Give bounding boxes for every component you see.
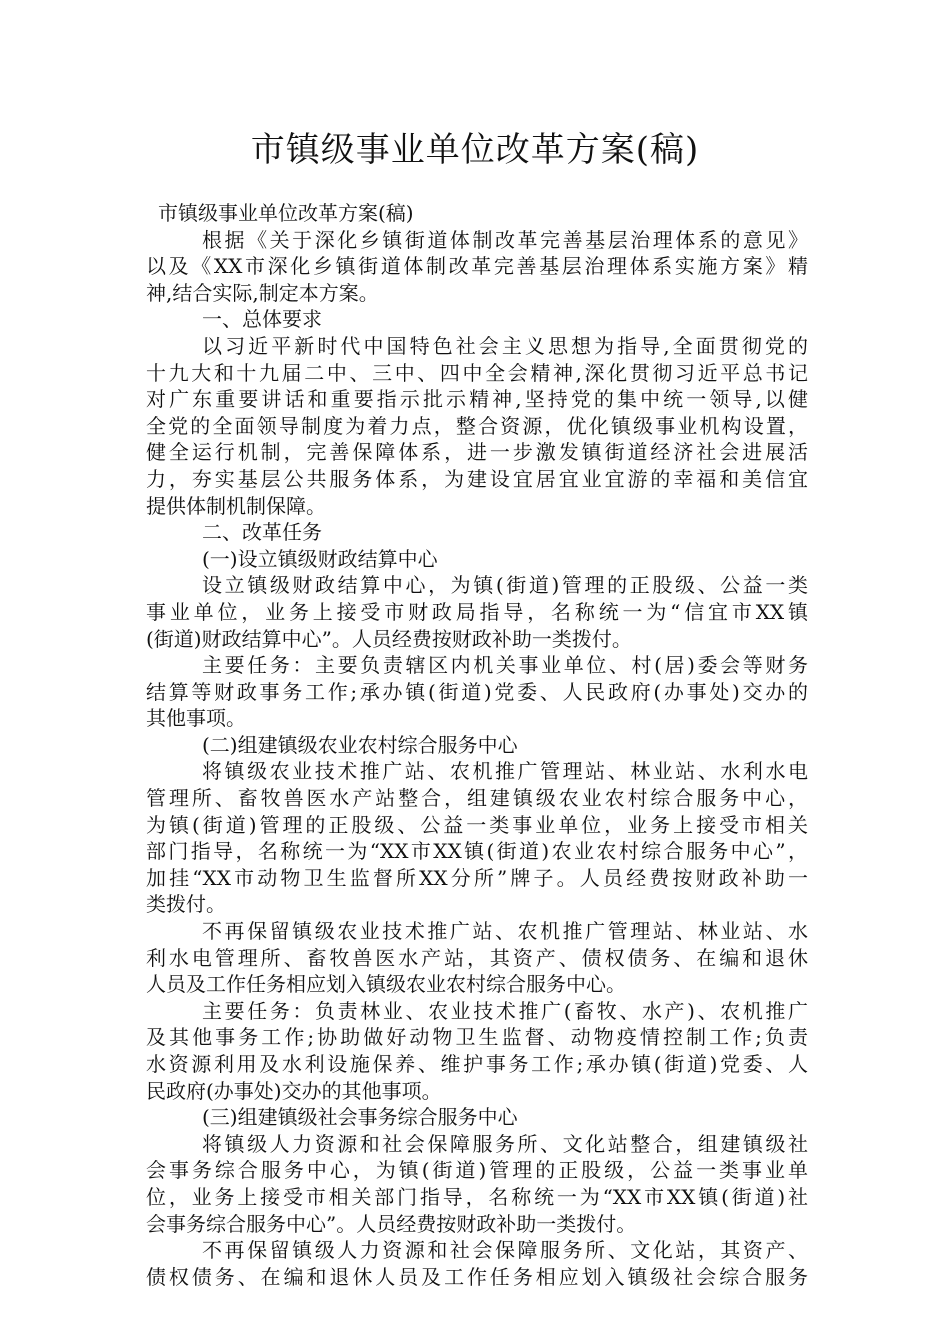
text-line: 结算等财政事务工作;承办镇(街道)党委、人民政府(办事处)交办的 — [146, 679, 808, 704]
text-line: 债权债务、在编和退休人员及工作任务相应划入镇级社会综合服务 — [146, 1264, 808, 1289]
text-line: 不再保留镇级人力资源和社会保障服务所、文化站，其资产、 — [202, 1238, 808, 1263]
subtitle-line: 市镇级事业单位改革方案(稿) — [158, 201, 414, 225]
text-line: 以习近平新时代中国特色社会主义思想为指导,全面贯彻党的 — [202, 333, 808, 358]
text-line: 提供体制机制保障。 — [146, 493, 326, 518]
subsection-heading: (一)设立镇级财政结算中心 — [202, 546, 438, 571]
text-line: 将镇级人力资源和社会保障服务所、文化站整合，组建镇级社 — [202, 1131, 808, 1156]
document-title: 市镇级事业单位改革方案(稿) — [250, 130, 700, 170]
text-line: 设立镇级财政结算中心，为镇(街道)管理的正股级、公益一类 — [202, 573, 808, 598]
text-line: 对广东重要讲话和重要指示批示精神,坚持党的集中统一领导,以健 — [146, 387, 808, 412]
text-line: 人员及工作任务相应划入镇级农业农村综合服务中心。 — [146, 972, 626, 997]
text-line: 部门指导，名称统一为“XX市XX镇(街道)农业农村综合服务中心”， — [146, 839, 808, 864]
text-line: 位，业务上接受市相关部门指导，名称统一为“XX市XX镇(街道)社 — [146, 1184, 808, 1209]
text-line: 主要任务：主要负责辖区内机关事业单位、村(居)委会等财务 — [202, 653, 808, 678]
text-line: 力，夯实基层公共服务体系，为建设宜居宜业宜游的幸福和美信宜 — [146, 466, 808, 491]
section-heading: 一、总体要求 — [202, 307, 322, 332]
text-line: 以及《XX市深化乡镇街道体制改革完善基层治理体系实施方案》精 — [146, 254, 808, 279]
text-line: 健全运行机制，完善保障体系，进一步激发镇街道经济社会进展活 — [146, 440, 808, 465]
text-line: 根据《关于深化乡镇街道体制改革完善基层治理体系的意见》 — [202, 227, 808, 252]
document-body — [146, 200, 808, 1290]
subsection-heading: (三)组建镇级社会事务综合服务中心 — [202, 1105, 518, 1130]
text-line: 神,结合实际,制定本方案。 — [146, 280, 379, 305]
subsection-heading: (二)组建镇级农业农村综合服务中心 — [202, 732, 518, 757]
text-line: 会事务综合服务中心”。人员经费按财政补助一类拨付。 — [146, 1211, 637, 1236]
text-line: 加挂“XX市动物卫生监督所XX分所”牌子。人员经费按财政补助一 — [146, 865, 808, 890]
text-line: 将镇级农业技术推广站、农机推广管理站、林业站、水利水电 — [202, 759, 808, 784]
text-line: 水资源利用及水利设施保养、维护事务工作;承办镇(街道)党委、人 — [146, 1052, 808, 1076]
text-line: 其他事项。 — [146, 706, 246, 731]
text-line: 会事务综合服务中心，为镇(街道)管理的正股级，公益一类事业单 — [146, 1158, 808, 1183]
text-line: 不再保留镇级农业技术推广站、农机推广管理站、林业站、水 — [202, 919, 808, 944]
text-line: (街道)财政结算中心”。人员经费按财政补助一类拨付。 — [146, 626, 632, 651]
text-line: 管理所、畜牧兽医水产站整合，组建镇级农业农村综合服务中心， — [146, 786, 808, 811]
text-line: 全党的全面领导制度为着力点，整合资源，优化镇级事业机构设置， — [146, 413, 808, 438]
section-heading: 二、改革任务 — [202, 520, 322, 545]
text-line: 类拨付。 — [146, 892, 226, 917]
text-line: 利水电管理所、畜牧兽医水产站，其资产、债权债务、在编和退休 — [146, 945, 808, 970]
text-line: 及其他事务工作;协助做好动物卫生监督、动物疫情控制工作;负责 — [146, 1025, 808, 1050]
text-line: 民政府(办事处)交办的其他事项。 — [146, 1078, 442, 1103]
text-line: 十九大和十九届二中、三中、四中全会精神,深化贯彻习近平总书记 — [146, 360, 808, 385]
text-line: 主要任务：负责林业、农业技术推广(畜牧、水产)、农机推广 — [202, 998, 808, 1023]
text-line: 为镇(街道)管理的正股级、公益一类事业单位，业务上接受市相关 — [146, 812, 808, 837]
text-line: 事业单位，业务上接受市财政局指导，名称统一为“信宜市XX镇 — [146, 599, 808, 624]
